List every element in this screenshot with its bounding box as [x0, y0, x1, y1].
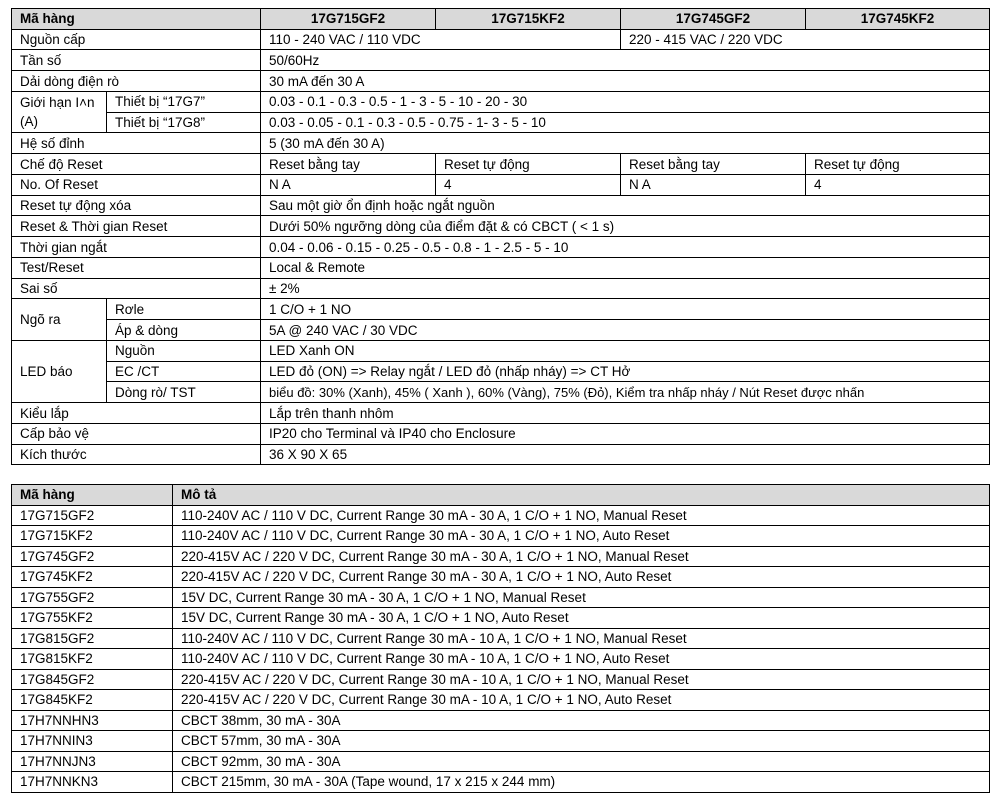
- spec-value: 0.03 - 0.05 - 0.1 - 0.3 - 0.5 - 0.75 - 1- 3 - 5 - 10: [261, 112, 990, 133]
- spec-value: 5 (30 mA đến 30 A): [261, 133, 990, 154]
- spec-row-freq: [12, 50, 990, 71]
- product-description: 220-415V AC / 220 V DC, Current Range 30 mA - 10 A, 1 C/O + 1 NO, Manual Reset: [173, 669, 990, 690]
- spec-value: 36 X 90 X 65: [261, 444, 990, 465]
- spec-value: Reset bằng tay: [261, 154, 436, 175]
- spec-value: IP20 cho Terminal và IP40 cho Enclosure: [261, 423, 990, 444]
- spec-label: Reset & Thời gian Reset: [12, 216, 261, 237]
- spec-label: Thời gian ngắt: [12, 237, 261, 258]
- product-code: 17G755KF2: [12, 608, 173, 629]
- spec-row-limit-2: [12, 112, 990, 133]
- table-row: [12, 546, 990, 567]
- spec-row-led: [12, 340, 990, 361]
- product-code: 17H7NNKN3: [12, 772, 173, 793]
- spec-sublabel: Áp & dòng: [107, 320, 261, 341]
- table-row: [12, 690, 990, 711]
- product-description: 110-240V AC / 110 V DC, Current Range 30 mA - 10 A, 1 C/O + 1 NO, Auto Reset: [173, 649, 990, 670]
- spec-label: Nguồn cấp: [12, 29, 261, 50]
- spec-value: Reset bằng tay: [621, 154, 806, 175]
- product-description: CBCT 57mm, 30 mA - 30A: [173, 731, 990, 752]
- product-description: CBCT 92mm, 30 mA - 30A: [173, 751, 990, 772]
- table-row: [12, 772, 990, 793]
- table-row: [12, 587, 990, 608]
- spec-row-output-2: [12, 320, 990, 341]
- table-row: [12, 751, 990, 772]
- product-description: 110-240V AC / 110 V DC, Current Range 30 mA - 10 A, 1 C/O + 1 NO, Manual Reset: [173, 628, 990, 649]
- spec-row-size: [12, 444, 990, 465]
- spec-value: 0.03 - 0.1 - 0.3 - 0.5 - 1 - 3 - 5 - 10 - 20 - 30: [261, 91, 990, 112]
- spec-label: LED báo: [12, 340, 107, 402]
- table-row: [12, 731, 990, 752]
- product-description: 15V DC, Current Range 30 mA - 30 A, 1 C/O + 1 NO, Manual Reset: [173, 587, 990, 608]
- spec-label: Ngõ ra: [12, 299, 107, 341]
- spec-row-limit: [12, 91, 990, 112]
- product-description: 220-415V AC / 220 V DC, Current Range 30 mA - 10 A, 1 C/O + 1 NO, Auto Reset: [173, 690, 990, 711]
- table-row: [12, 649, 990, 670]
- table-row: [12, 526, 990, 547]
- spec-label: Dải dòng điện rò: [12, 71, 261, 92]
- spec-row-reset-time: [12, 216, 990, 237]
- product-description: CBCT 38mm, 30 mA - 30A: [173, 710, 990, 731]
- spec-row-peak: [12, 133, 990, 154]
- spec-label: Sai số: [12, 278, 261, 299]
- code-header-row: [12, 485, 990, 506]
- spec-value: Reset tự động: [806, 154, 990, 175]
- spec-sublabel: Rơle: [107, 299, 261, 320]
- spec-sublabel: EC /CT: [107, 361, 261, 382]
- spec-value: N A: [621, 174, 806, 195]
- code-table: [11, 484, 990, 793]
- spec-value: LED Xanh ON: [261, 340, 990, 361]
- spec-value: Dưới 50% ngưỡng dòng của điểm đặt & có CBCT ( < 1 s): [261, 216, 990, 237]
- spec-value: Local & Remote: [261, 257, 990, 278]
- spec-value: 220 - 415 VAC / 220 VDC: [621, 29, 990, 50]
- spec-value: biểu đồ: 30% (Xanh), 45% ( Xanh ), 60% (Vàng), 75% (Đỏ), Kiểm tra nhấp nháy / Nút Reset được nhấn: [261, 382, 990, 403]
- product-description: 15V DC, Current Range 30 mA - 30 A, 1 C/O + 1 NO, Auto Reset: [173, 608, 990, 629]
- product-description: 110-240V AC / 110 V DC, Current Range 30 mA - 30 A, 1 C/O + 1 NO, Manual Reset: [173, 505, 990, 526]
- spec-value: Reset tự động: [436, 154, 621, 175]
- product-code: 17G815GF2: [12, 628, 173, 649]
- product-code: 17G745GF2: [12, 546, 173, 567]
- model-header: 17G745KF2: [806, 9, 990, 30]
- spec-value: LED đỏ (ON) => Relay ngắt / LED đỏ (nhấp nháy) => CT Hở: [261, 361, 990, 382]
- spec-row-protection: [12, 423, 990, 444]
- table-row: [12, 710, 990, 731]
- product-code: 17G745KF2: [12, 567, 173, 588]
- spec-value: Lắp trên thanh nhôm: [261, 403, 990, 424]
- spec-label: Tần số: [12, 50, 261, 71]
- spec-value: 30 mA đến 30 A: [261, 71, 990, 92]
- code-table-body: [12, 505, 990, 792]
- spec-row-supply: [12, 29, 990, 50]
- product-code: 17G755GF2: [12, 587, 173, 608]
- model-header: 17G745GF2: [621, 9, 806, 30]
- spec-row-reset-count: [12, 174, 990, 195]
- code-header-code: Mã hàng: [12, 485, 173, 506]
- table-row: [12, 505, 990, 526]
- product-code: 17G715GF2: [12, 505, 173, 526]
- spec-row-led-2: [12, 361, 990, 382]
- spec-row-auto-clear: [12, 195, 990, 216]
- product-code: 17G845GF2: [12, 669, 173, 690]
- product-code: 17G715KF2: [12, 526, 173, 547]
- spec-label: Cấp bảo vệ: [12, 423, 261, 444]
- spec-label: Kiểu lắp: [12, 403, 261, 424]
- product-code: 17G815KF2: [12, 649, 173, 670]
- code-header-desc: Mô tả: [173, 485, 990, 506]
- product-description: 110-240V AC / 110 V DC, Current Range 30 mA - 30 A, 1 C/O + 1 NO, Auto Reset: [173, 526, 990, 547]
- product-description: 220-415V AC / 220 V DC, Current Range 30 mA - 30 A, 1 C/O + 1 NO, Auto Reset: [173, 567, 990, 588]
- spec-row-mount: [12, 403, 990, 424]
- spec-sublabel: Thiết bị “17G8”: [107, 112, 261, 133]
- model-header: 17G715GF2: [261, 9, 436, 30]
- spec-value: 50/60Hz: [261, 50, 990, 71]
- spec-label: Hệ số đỉnh: [12, 133, 261, 154]
- product-description: CBCT 215mm, 30 mA - 30A (Tape wound, 17 x 215 x 244 mm): [173, 772, 990, 793]
- spec-value: 110 - 240 VAC / 110 VDC: [261, 29, 621, 50]
- table-row: [12, 669, 990, 690]
- spec-row-tolerance: [12, 278, 990, 299]
- spec-row-output: [12, 299, 990, 320]
- spec-table: [11, 8, 990, 465]
- spec-sublabel: Thiết bị “17G7”: [107, 91, 261, 112]
- spec-value: ± 2%: [261, 278, 990, 299]
- spec-header-row: [12, 9, 990, 30]
- table-row: [12, 608, 990, 629]
- product-description: 220-415V AC / 220 V DC, Current Range 30 mA - 30 A, 1 C/O + 1 NO, Manual Reset: [173, 546, 990, 567]
- product-code: 17H7NNJN3: [12, 751, 173, 772]
- spec-label: Test/Reset: [12, 257, 261, 278]
- table-row: [12, 628, 990, 649]
- product-code: 17H7NNHN3: [12, 710, 173, 731]
- spec-row-leak-range: [12, 71, 990, 92]
- spec-label: Reset tự động xóa: [12, 195, 261, 216]
- spec-value: 0.04 - 0.06 - 0.15 - 0.25 - 0.5 - 0.8 - 1 - 2.5 - 5 - 10: [261, 237, 990, 258]
- spec-value: 4: [436, 174, 621, 195]
- spec-sublabel: Dòng rò/ TST: [107, 382, 261, 403]
- spec-label: No. Of Reset: [12, 174, 261, 195]
- spec-row-reset-mode: [12, 154, 990, 175]
- spec-value: Sau một giờ ổn định hoặc ngắt nguồn: [261, 195, 990, 216]
- product-code: 17H7NNIN3: [12, 731, 173, 752]
- spec-row-led-3: [12, 382, 990, 403]
- spec-label: Chế độ Reset: [12, 154, 261, 175]
- table-row: [12, 567, 990, 588]
- spec-value: N A: [261, 174, 436, 195]
- spec-row-test: [12, 257, 990, 278]
- spec-header-label: Mã hàng: [12, 9, 261, 30]
- product-code: 17G845KF2: [12, 690, 173, 711]
- spec-label: Kích thước: [12, 444, 261, 465]
- model-header: 17G715KF2: [436, 9, 621, 30]
- spec-value: 4: [806, 174, 990, 195]
- spec-row-trip-time: [12, 237, 990, 258]
- spec-label: Giới hạn I˄n (A): [12, 91, 107, 133]
- spec-value: 1 C/O + 1 NO: [261, 299, 990, 320]
- spec-sublabel: Nguồn: [107, 340, 261, 361]
- spec-value: 5A @ 240 VAC / 30 VDC: [261, 320, 990, 341]
